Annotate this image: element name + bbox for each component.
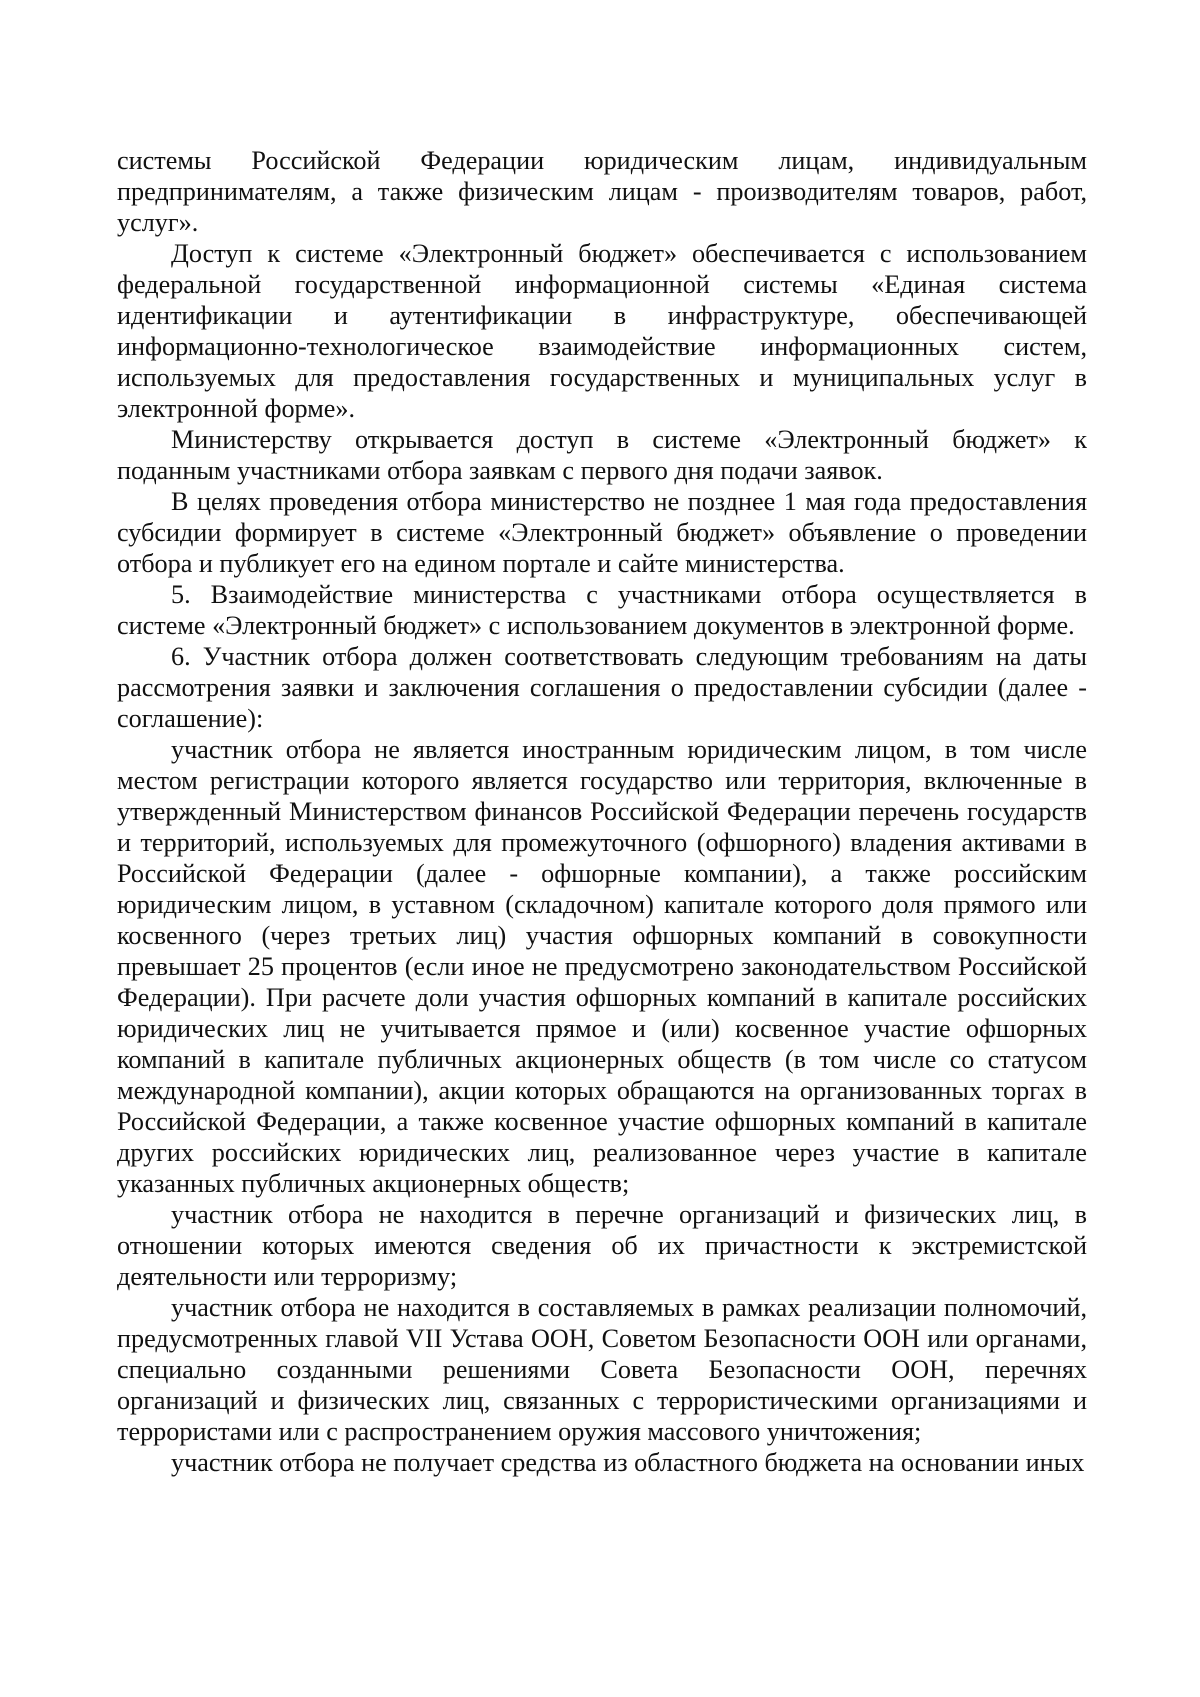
document-body bbox=[117, 145, 1087, 1478]
paragraph-system-access: Доступ к системе «Электронный бюджет» обеспечивается с использованием федеральной государственной информационной системы «Единая система идентификации и аутентификации в инфраструктуре, обеспечивающей информационно-технологическое взаимодействие информационных систем, используемых для предоставления государственных и муниципальных услуг в электронной форме». bbox=[117, 239, 1087, 423]
paragraph-announcement: В целях проведения отбора министерство не позднее 1 мая года предоставления субсидии формирует в системе «Электронный бюджет» объявление о проведении отбора и публикует его на едином портале и сайте министерства. bbox=[117, 487, 1087, 578]
paragraph-requirement-budget-funds: участник отбора не получает средства из областного бюджета на основании иных bbox=[171, 1448, 1085, 1477]
paragraph-requirement-un-lists: участник отбора не находится в составляемых в рамках реализации полномочий, предусмотренных главой VII Устава ООН, Советом Безопасности ООН или органами, специально созданными решениями Совета Безопасности ООН, перечнях организаций и физических лиц, связанных с террористическими организациями и террористами или с распространением оружия массового уничтожения; bbox=[117, 1293, 1087, 1446]
paragraph-continuation: системы Российской Федерации юридическим лицам, индивидуальным предпринимателям, а также физическим лицам - производителям товаров, работ, услуг». bbox=[117, 146, 1087, 237]
paragraph-requirement-extremism: участник отбора не находится в перечне организаций и физических лиц, в отношении которых имеются сведения об их причастности к экстремистской деятельности или терроризму; bbox=[117, 1200, 1087, 1291]
paragraph-ministry-access: Министерству открывается доступ в системе «Электронный бюджет» к поданным участниками отбора заявкам с первого дня подачи заявок. bbox=[117, 425, 1087, 485]
paragraph-item-6: 6. Участник отбора должен соответствовать следующим требованиям на даты рассмотрения заявки и заключения соглашения о предоставлении субсидии (далее - соглашение): bbox=[117, 642, 1087, 733]
paragraph-requirement-offshore: участник отбора не является иностранным юридическим лицом, в том числе местом регистрации которого является государство или территория, включенные в утвержденный Министерством финансов Российской Федерации перечень государств и территорий, используемых для промежуточного (офшорного) владения активами в Российской Федерации (далее - офшорные компании), а также российским юридическим лицом, в уставном (складочном) капитале которого доля прямого или косвенного (через третьих лиц) участия офшорных компаний в совокупности превышает 25 процентов (если иное не предусмотрено законодательством Российской Федерации). При расчете доли участия офшорных компаний в капитале российских юридических лиц не учитывается прямое и (или) косвенное участие офшорных компаний в капитале публичных акционерных обществ (в том числе со статусом международной компании), акции которых обращаются на организованных торгах в Российской Федерации, а также косвенное участие офшорных компаний в капитале других российских юридических лиц, реализованное через участие в капитале указанных публичных акционерных обществ; bbox=[117, 735, 1087, 1198]
paragraph-item-5: 5. Взаимодействие министерства с участниками отбора осуществляется в системе «Электронный бюджет» с использованием документов в электронной форме. bbox=[117, 580, 1087, 640]
